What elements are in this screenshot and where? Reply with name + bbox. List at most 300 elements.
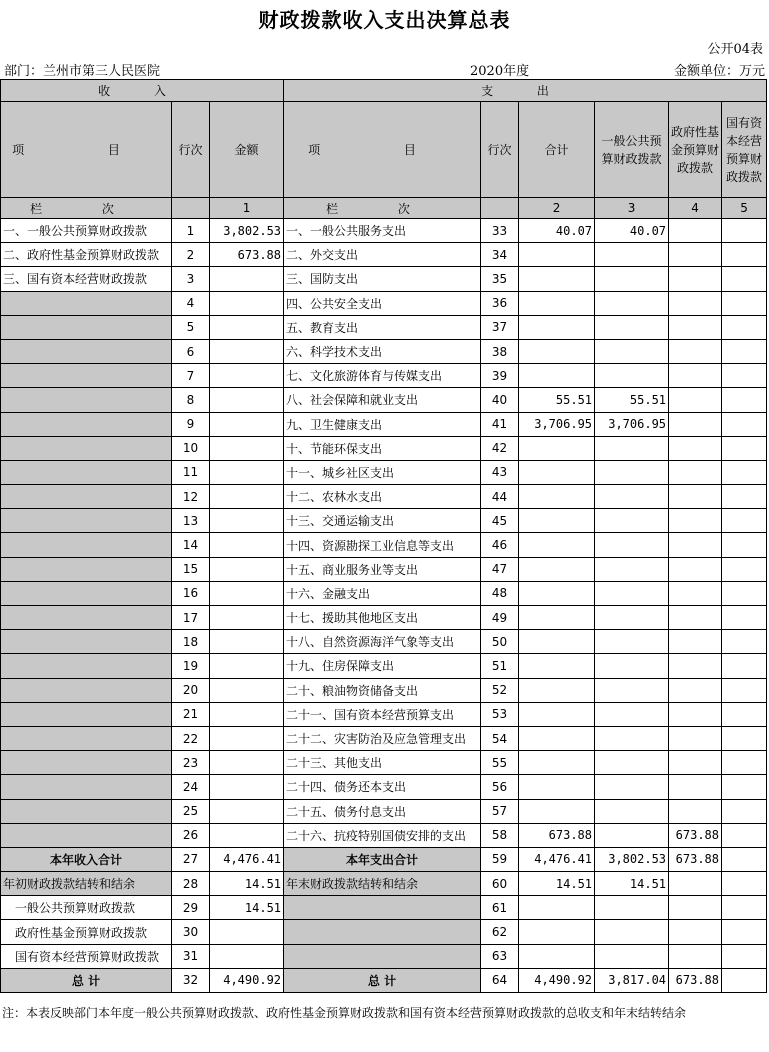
expense-total: 55.51 — [519, 388, 595, 412]
gov-fund-amount — [669, 339, 722, 363]
expense-row-no: 34 — [481, 243, 519, 267]
table-row — [1, 654, 767, 678]
income-row-no-header: 行次 — [172, 102, 210, 198]
state-capital-amount — [722, 291, 767, 315]
table-row — [1, 630, 767, 654]
income-amount — [210, 267, 284, 291]
income-row-no: 1 — [172, 219, 210, 243]
table-row — [1, 702, 767, 726]
expense-item-header: 项 目 — [284, 102, 481, 198]
income-row-no: 19 — [172, 654, 210, 678]
expense-row-no: 40 — [481, 388, 519, 412]
table-row — [1, 267, 767, 291]
general-budget-amount — [595, 315, 669, 339]
expense-total — [519, 243, 595, 267]
expense-row-no: 46 — [481, 533, 519, 557]
income-item: 本年收入合计 — [1, 847, 172, 871]
income-row-no: 3 — [172, 267, 210, 291]
income-row-no: 18 — [172, 630, 210, 654]
gov-fund-amount — [669, 775, 722, 799]
expense-item — [284, 920, 481, 944]
income-row-no: 24 — [172, 775, 210, 799]
income-amount — [210, 509, 284, 533]
income-amount: 14.51 — [210, 896, 284, 920]
expense-row-no: 36 — [481, 291, 519, 315]
expense-item: 十三、交通运输支出 — [284, 509, 481, 533]
state-capital-amount — [722, 872, 767, 896]
expense-total: 4,476.41 — [519, 847, 595, 871]
income-item — [1, 533, 172, 557]
table-row — [1, 799, 767, 823]
expense-row-no: 41 — [481, 412, 519, 436]
table-row — [1, 896, 767, 920]
table-row — [1, 436, 767, 460]
gov-fund-amount — [669, 509, 722, 533]
income-item: 政府性基金预算财政拨款 — [1, 920, 172, 944]
table-row — [1, 920, 767, 944]
gov-fund-amount: 673.88 — [669, 968, 722, 992]
expense-item: 二、外交支出 — [284, 243, 481, 267]
expense-row-no: 35 — [481, 267, 519, 291]
expense-row-no: 33 — [481, 219, 519, 243]
table-row — [1, 557, 767, 581]
income-row-no: 23 — [172, 751, 210, 775]
income-item — [1, 412, 172, 436]
expense-total: 673.88 — [519, 823, 595, 847]
income-row-no: 28 — [172, 872, 210, 896]
table-row — [1, 485, 767, 509]
expense-row-no: 62 — [481, 920, 519, 944]
state-capital-amount — [722, 920, 767, 944]
expense-item: 二十一、国有资本经营预算支出 — [284, 702, 481, 726]
income-amount — [210, 533, 284, 557]
table-row — [1, 243, 767, 267]
expense-row-no: 49 — [481, 606, 519, 630]
income-item — [1, 291, 172, 315]
expense-row-no: 37 — [481, 315, 519, 339]
state-capital-amount — [722, 581, 767, 605]
income-item — [1, 509, 172, 533]
table-row — [1, 315, 767, 339]
general-budget-amount — [595, 896, 669, 920]
income-item: 年初财政拨款结转和结余 — [1, 872, 172, 896]
income-row-no: 26 — [172, 823, 210, 847]
income-amount — [210, 799, 284, 823]
expense-item: 七、文化旅游体育与传媒支出 — [284, 364, 481, 388]
gov-fund-amount — [669, 872, 722, 896]
income-row-no: 22 — [172, 726, 210, 750]
general-budget-amount: 14.51 — [595, 872, 669, 896]
income-item — [1, 751, 172, 775]
income-row-no: 14 — [172, 533, 210, 557]
header-row-index — [1, 198, 767, 219]
income-amount — [210, 436, 284, 460]
income-amount: 4,490.92 — [210, 968, 284, 992]
gov-fund-amount: 673.88 — [669, 847, 722, 871]
income-row-no: 12 — [172, 485, 210, 509]
general-budget-amount — [595, 243, 669, 267]
gov-fund-header: 政府性基金预算财政拨款 — [669, 102, 722, 198]
income-item — [1, 726, 172, 750]
expense-total — [519, 485, 595, 509]
income-row-no: 20 — [172, 678, 210, 702]
header-row-columns — [1, 102, 767, 198]
department-label: 部门：兰州市第三人民医院 — [4, 64, 161, 79]
general-budget-amount — [595, 436, 669, 460]
general-budget-amount: 3,802.53 — [595, 847, 669, 871]
expense-row-no: 58 — [481, 823, 519, 847]
general-budget-amount — [595, 606, 669, 630]
table-row — [1, 751, 767, 775]
budget-table — [0, 79, 767, 993]
gov-fund-amount — [669, 291, 722, 315]
income-row-no: 29 — [172, 896, 210, 920]
expense-total: 14.51 — [519, 872, 595, 896]
general-budget-amount — [595, 460, 669, 484]
expense-row-no-header: 行次 — [481, 102, 519, 198]
expense-total — [519, 896, 595, 920]
gov-fund-amount — [669, 485, 722, 509]
expense-row-no: 48 — [481, 581, 519, 605]
index-4: 4 — [669, 198, 722, 219]
gov-fund-amount — [669, 219, 722, 243]
state-capital-amount — [722, 775, 767, 799]
expense-total — [519, 291, 595, 315]
general-budget-amount — [595, 799, 669, 823]
general-budget-amount — [595, 509, 669, 533]
general-budget-amount — [595, 726, 669, 750]
expense-row-no: 38 — [481, 339, 519, 363]
table-row — [1, 823, 767, 847]
state-capital-amount — [722, 678, 767, 702]
general-budget-amount — [595, 630, 669, 654]
general-budget-amount — [595, 291, 669, 315]
table-row — [1, 388, 767, 412]
state-capital-amount — [722, 944, 767, 968]
income-amount — [210, 775, 284, 799]
income-item — [1, 678, 172, 702]
income-amount — [210, 291, 284, 315]
expense-item: 二十四、债务还本支出 — [284, 775, 481, 799]
expense-item: 八、社会保障和就业支出 — [284, 388, 481, 412]
income-item — [1, 388, 172, 412]
expense-row-no: 61 — [481, 896, 519, 920]
state-capital-amount — [722, 702, 767, 726]
general-budget-amount — [595, 678, 669, 702]
income-row-no: 21 — [172, 702, 210, 726]
income-row-no: 9 — [172, 412, 210, 436]
income-item — [1, 799, 172, 823]
gov-fund-amount — [669, 799, 722, 823]
expense-total — [519, 533, 595, 557]
income-amount — [210, 944, 284, 968]
income-amount-header: 金额 — [210, 102, 284, 198]
amount-unit: 金额单位：万元 — [673, 64, 765, 79]
form-number: 公开04表 — [707, 42, 763, 57]
income-amount — [210, 630, 284, 654]
state-capital-amount — [722, 726, 767, 750]
general-budget-amount — [595, 339, 669, 363]
gov-fund-amount: 673.88 — [669, 823, 722, 847]
income-row-no: 4 — [172, 291, 210, 315]
gov-fund-amount — [669, 315, 722, 339]
expense-row-no: 47 — [481, 557, 519, 581]
expense-total — [519, 606, 595, 630]
expense-total — [519, 920, 595, 944]
gov-fund-amount — [669, 702, 722, 726]
table-row — [1, 219, 767, 243]
income-item — [1, 364, 172, 388]
income-amount — [210, 920, 284, 944]
expense-total: 4,490.92 — [519, 968, 595, 992]
gov-fund-amount — [669, 388, 722, 412]
income-amount — [210, 654, 284, 678]
table-row — [1, 872, 767, 896]
expense-total — [519, 775, 595, 799]
expense-row-no: 60 — [481, 872, 519, 896]
expense-row-no: 63 — [481, 944, 519, 968]
expense-item: 五、教育支出 — [284, 315, 481, 339]
income-item: 一般公共预算财政拨款 — [1, 896, 172, 920]
expense-item: 六、科学技术支出 — [284, 339, 481, 363]
expense-item: 二十六、抗疫特别国债安排的支出 — [284, 823, 481, 847]
state-capital-amount — [722, 243, 767, 267]
gov-fund-amount — [669, 896, 722, 920]
income-amount — [210, 581, 284, 605]
income-amount — [210, 606, 284, 630]
income-item — [1, 581, 172, 605]
income-item — [1, 775, 172, 799]
income-row-no: 27 — [172, 847, 210, 871]
income-amount — [210, 315, 284, 339]
income-item — [1, 823, 172, 847]
state-capital-amount — [722, 339, 767, 363]
expense-total: 40.07 — [519, 219, 595, 243]
state-capital-amount — [722, 364, 767, 388]
expense-column-label: 栏 次 — [284, 198, 481, 219]
table-row — [1, 291, 767, 315]
expense-row-no: 51 — [481, 654, 519, 678]
expense-item: 四、公共安全支出 — [284, 291, 481, 315]
expense-row-no: 44 — [481, 485, 519, 509]
expense-row-no: 52 — [481, 678, 519, 702]
income-amount — [210, 339, 284, 363]
income-item — [1, 485, 172, 509]
expense-row-no-index — [481, 198, 519, 219]
gov-fund-amount — [669, 606, 722, 630]
table-row — [1, 533, 767, 557]
expense-row-no: 55 — [481, 751, 519, 775]
income-row-no: 6 — [172, 339, 210, 363]
expense-item: 十四、资源勘探工业信息等支出 — [284, 533, 481, 557]
income-item — [1, 460, 172, 484]
expense-item: 十一、城乡社区支出 — [284, 460, 481, 484]
expense-row-no: 43 — [481, 460, 519, 484]
gov-fund-amount — [669, 412, 722, 436]
expense-item: 十九、住房保障支出 — [284, 654, 481, 678]
income-item — [1, 436, 172, 460]
table-row — [1, 775, 767, 799]
expense-row-no: 53 — [481, 702, 519, 726]
state-capital-amount — [722, 388, 767, 412]
state-capital-amount — [722, 630, 767, 654]
income-item: 三、国有资本经营财政拨款 — [1, 267, 172, 291]
income-amount: 673.88 — [210, 243, 284, 267]
income-item: 总 计 — [1, 968, 172, 992]
index-2: 2 — [519, 198, 595, 219]
state-capital-header: 国有资本经营预算财政拨款 — [722, 102, 767, 198]
gov-fund-amount — [669, 533, 722, 557]
income-row-no-index — [172, 198, 210, 219]
header-row-sections — [1, 80, 767, 102]
table-row — [1, 678, 767, 702]
index-1: 1 — [210, 198, 284, 219]
state-capital-amount — [722, 799, 767, 823]
income-row-no: 15 — [172, 557, 210, 581]
income-amount: 3,802.53 — [210, 219, 284, 243]
income-row-no: 30 — [172, 920, 210, 944]
general-budget-amount — [595, 751, 669, 775]
income-item-header: 项 目 — [1, 102, 172, 198]
table-row — [1, 847, 767, 871]
gov-fund-amount — [669, 364, 722, 388]
general-budget-amount — [595, 557, 669, 581]
income-amount — [210, 485, 284, 509]
general-budget-amount: 55.51 — [595, 388, 669, 412]
expense-total — [519, 581, 595, 605]
index-3: 3 — [595, 198, 669, 219]
gov-fund-amount — [669, 751, 722, 775]
state-capital-amount — [722, 654, 767, 678]
income-item — [1, 557, 172, 581]
expense-item: 三、国防支出 — [284, 267, 481, 291]
expense-item: 二十二、灾害防治及应急管理支出 — [284, 726, 481, 750]
income-amount — [210, 460, 284, 484]
table-row — [1, 509, 767, 533]
expense-item: 二十五、债务付息支出 — [284, 799, 481, 823]
expense-item: 年末财政拨款结转和结余 — [284, 872, 481, 896]
state-capital-amount — [722, 315, 767, 339]
income-row-no: 32 — [172, 968, 210, 992]
state-capital-amount — [722, 485, 767, 509]
expense-total — [519, 678, 595, 702]
general-budget-amount — [595, 364, 669, 388]
state-capital-amount — [722, 509, 767, 533]
state-capital-amount — [722, 533, 767, 557]
income-column-label: 栏 次 — [1, 198, 172, 219]
state-capital-amount — [722, 847, 767, 871]
gov-fund-amount — [669, 460, 722, 484]
income-amount — [210, 412, 284, 436]
general-budget-amount: 3,817.04 — [595, 968, 669, 992]
general-budget-amount — [595, 823, 669, 847]
general-budget-amount — [595, 267, 669, 291]
general-budget-amount — [595, 581, 669, 605]
income-row-no: 11 — [172, 460, 210, 484]
gov-fund-amount — [669, 267, 722, 291]
gov-fund-amount — [669, 944, 722, 968]
expense-total-header: 合计 — [519, 102, 595, 198]
gov-fund-amount — [669, 726, 722, 750]
expense-row-no: 42 — [481, 436, 519, 460]
income-amount: 4,476.41 — [210, 847, 284, 871]
gov-fund-amount — [669, 654, 722, 678]
expense-total — [519, 630, 595, 654]
gov-fund-amount — [669, 436, 722, 460]
income-amount — [210, 388, 284, 412]
state-capital-amount — [722, 460, 767, 484]
table-row — [1, 968, 767, 992]
expense-total — [519, 339, 595, 363]
general-budget-amount — [595, 485, 669, 509]
expense-item: 十二、农林水支出 — [284, 485, 481, 509]
expense-row-no: 64 — [481, 968, 519, 992]
income-item — [1, 654, 172, 678]
state-capital-amount — [722, 606, 767, 630]
income-amount — [210, 678, 284, 702]
income-amount — [210, 702, 284, 726]
general-budget-amount — [595, 775, 669, 799]
income-row-no: 16 — [172, 581, 210, 605]
income-amount — [210, 364, 284, 388]
income-item: 二、政府性基金预算财政拨款 — [1, 243, 172, 267]
income-item — [1, 339, 172, 363]
income-item: 一、一般公共预算财政拨款 — [1, 219, 172, 243]
income-row-no: 5 — [172, 315, 210, 339]
expense-item: 十七、援助其他地区支出 — [284, 606, 481, 630]
page-title: 财政拨款收入支出决算总表 — [258, 8, 511, 32]
general-budget-amount — [595, 533, 669, 557]
general-budget-amount: 40.07 — [595, 219, 669, 243]
general-budget-amount — [595, 654, 669, 678]
table-row — [1, 581, 767, 605]
income-item: 国有资本经营预算财政拨款 — [1, 944, 172, 968]
income-section-header: 收 入 — [1, 80, 284, 102]
general-budget-amount — [595, 920, 669, 944]
income-amount — [210, 823, 284, 847]
general-budget-header: 一般公共预算财政拨款 — [595, 102, 669, 198]
fiscal-year: 2020年度 — [470, 64, 530, 79]
expense-item: 一、一般公共服务支出 — [284, 219, 481, 243]
income-amount: 14.51 — [210, 872, 284, 896]
table-row — [1, 412, 767, 436]
expense-total — [519, 460, 595, 484]
general-budget-amount — [595, 702, 669, 726]
expense-row-no: 56 — [481, 775, 519, 799]
income-row-no: 7 — [172, 364, 210, 388]
footnote: 注：本表反映部门本年度一般公共预算财政拨款、政府性基金预算财政拨款和国有资本经营预算财政拨款的总收支和年末结转结余 — [2, 1006, 687, 1020]
expense-total — [519, 944, 595, 968]
expense-item: 二十、粮油物资储备支出 — [284, 678, 481, 702]
table-row — [1, 726, 767, 750]
state-capital-amount — [722, 557, 767, 581]
table-row — [1, 460, 767, 484]
expense-item: 十五、商业服务业等支出 — [284, 557, 481, 581]
income-row-no: 10 — [172, 436, 210, 460]
expense-section-header: 支 出 — [284, 80, 767, 102]
expense-total — [519, 799, 595, 823]
expense-total — [519, 436, 595, 460]
general-budget-amount — [595, 944, 669, 968]
expense-total — [519, 702, 595, 726]
income-row-no: 17 — [172, 606, 210, 630]
expense-row-no: 45 — [481, 509, 519, 533]
state-capital-amount — [722, 267, 767, 291]
table-row — [1, 364, 767, 388]
expense-item: 总 计 — [284, 968, 481, 992]
expense-total — [519, 364, 595, 388]
expense-item: 十六、金融支出 — [284, 581, 481, 605]
